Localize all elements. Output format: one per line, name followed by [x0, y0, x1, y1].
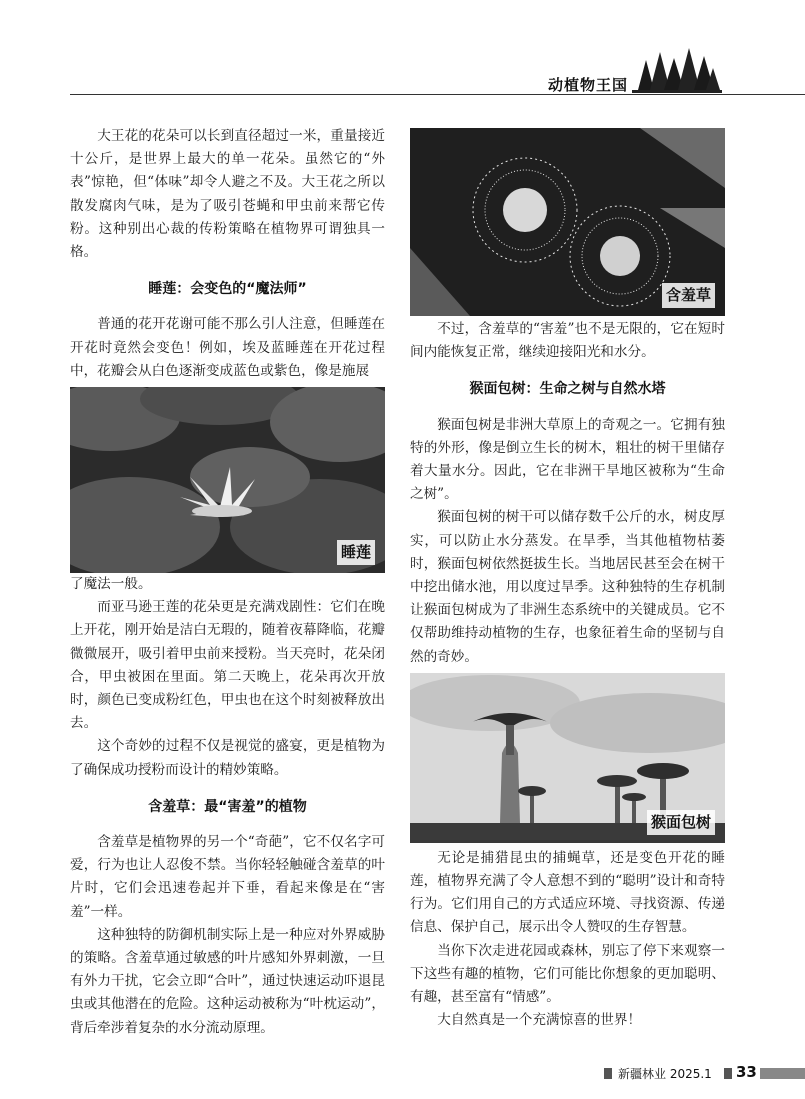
page-footer: [604, 1065, 805, 1082]
section-title: 动植物王国: [548, 76, 629, 94]
photo-caption-water-lily: 睡莲: [337, 540, 375, 565]
paragraph-intro: 大王花的花朵可以长到直径超过一米，重量接近十公斤，是世界上最大的单一花朵。虽然它的“外表”惊艳，但“体味”却令人避之不及。大王花之所以散发腐肉气味，是为了吸引苍蝇和甲虫前来帮它传粉。这种别出心裁的传粉策略在植物界可谓独具一格。: [70, 128, 385, 261]
photo-caption-baobab: 猴面包树: [647, 810, 715, 835]
paragraph-water-lily-1: 普通的花开花谢可能不那么引人注意，但睡莲在开花时竟然会变色！例如，埃及蓝睡莲在开花过程中，花瓣会从白色逐渐变成蓝色或紫色，像是施展: [70, 316, 385, 379]
paragraph-mimosa-2: 这种独特的防御机制实际上是一种应对外界威胁的策略。含羞草通过敏感的叶片感知外界刺激，一旦有外力干扰，它会立即“合叶”，通过快速运动吓退昆虫或其他潜在的危险。这种运动被称为“叶枕运动”，背后牵涉着复杂的水分流动原理。: [70, 926, 385, 1036]
footer-journal: 新疆林业 2025.1: [618, 1067, 712, 1081]
footer-bar-middle: [724, 1068, 732, 1079]
photo-caption-mimosa: 含羞草: [662, 283, 715, 308]
paragraph-baobab-1: 猴面包树是非洲大草原上的奇观之一。它拥有独特的外形，像是倒立生长的树木，粗壮的树干里储存着大量水分。因此，它在非洲干旱地区被称为“生命之树”。: [410, 416, 725, 503]
footer-bar-left: [604, 1068, 612, 1079]
right-column: [410, 128, 725, 1032]
tree-logo-icon: [632, 46, 722, 96]
paragraph-mimosa-1: 含羞草是植物界的另一个“奇葩”，它不仅名字可爱，行为也让人忍俊不禁。当你轻轻触碰含羞草的叶片时，它们会迅速卷起并下垂，看起来像是在“害羞”一样。: [70, 834, 385, 920]
header-rule: [70, 94, 805, 95]
left-column: [70, 125, 385, 1040]
photo-water-lily: [70, 387, 385, 573]
heading-water-lily: 睡莲：会变色的“魔法师”: [148, 281, 307, 298]
paragraph-water-lily-3: 这个奇妙的过程不仅是视觉的盛宴，更是植物为了确保成功授粉而设计的精妙策略。: [70, 738, 385, 778]
photo-baobab: [410, 673, 725, 843]
heading-baobab: 猴面包树：生命之树与自然水塔: [469, 381, 666, 398]
heading-mimosa: 含羞草：最“害羞”的植物: [148, 798, 307, 815]
paragraph-water-lily-cont: 了魔法一般。: [70, 576, 152, 593]
paragraph-mimosa-3: 不过，含羞草的“害羞”也不是无限的，它在短时间内能恢复正常，继续迎接阳光和水分。: [410, 321, 725, 361]
paragraph-ending-3: 大自然真是一个充满惊喜的世界！: [437, 1012, 642, 1029]
paragraph-baobab-2: 猴面包树的树干可以储存数千公斤的水，树皮厚实，可以防止水分蒸发。在旱季，当其他植物枯萎时，猴面包树依然挺拔生长。当地居民甚至会在树干中挖出储水池，用以度过旱季。这种独特的生存机制让猴面包树成为了非洲生态系统中的关键成员。它不仅帮助维持动植物的生存，也象征着生命的坚韧与自然的奇妙。: [410, 509, 725, 665]
paragraph-ending-1: 无论是捕猎昆虫的捕蝇草，还是变色开花的睡莲，植物界充满了令人意想不到的“聪明”设计和奇特行为。它们用自己的方式适应环境、寻找资源、传递信息、保护自己，展示出令人赞叹的生存智慧。: [410, 849, 725, 936]
paragraph-ending-2: 当你下次走进花园或森林，别忘了停下来观察一下这些有趣的植物，它们可能比你想象的更加聪明、有趣，甚至富有“情感”。: [410, 942, 725, 1006]
footer-bar-right: [760, 1068, 805, 1079]
paragraph-water-lily-2: 而亚马逊王莲的花朵更是充满戏剧性：它们在晚上开花，刚开始是洁白无瑕的，随着夜幕降临，花瓣微微展开，吸引着甲虫前来授粉。当天亮时，花朵闭合，甲虫被困在里面。第二天晚上，花朵再次开放时，颜色已变成粉红色，甲虫也在这个时刻被释放出去。: [70, 599, 385, 732]
photo-mimosa: [410, 128, 725, 316]
page-number: 33: [736, 1063, 757, 1081]
